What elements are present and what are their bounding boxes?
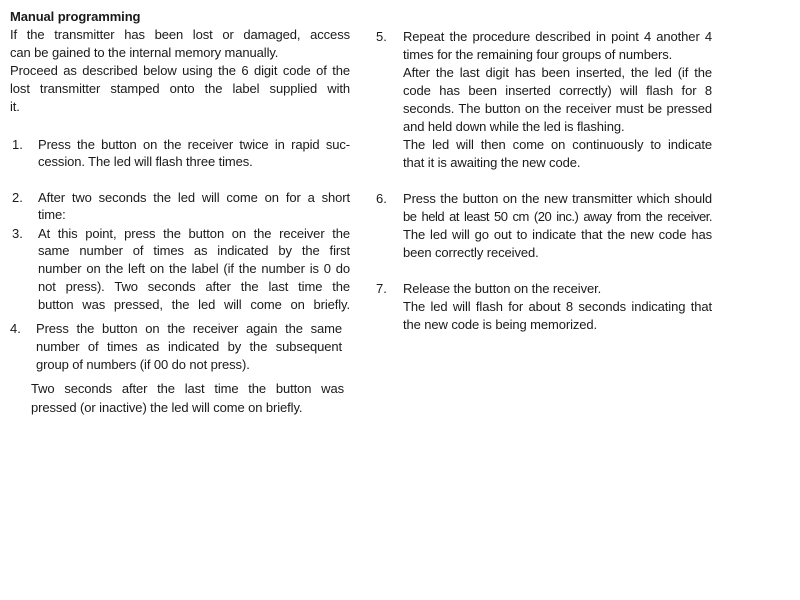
step-5-line: and held down while the led is flashing. xyxy=(403,119,625,134)
step-number: 5. xyxy=(376,29,387,44)
step-3-line: not press). Two seconds after the last time the xyxy=(38,279,350,294)
step-6-line: been correctly received. xyxy=(403,245,539,260)
step-1-line: Press the button on the receiver twice in rapid suc- xyxy=(38,137,350,152)
step-5-line: Repeat the procedure described in point 4 another 4 xyxy=(403,29,712,44)
step-6-line: The led will go out to indicate that the new code has xyxy=(403,227,712,242)
step-7-line: The led will flash for about 8 seconds indicating that xyxy=(403,299,712,314)
step-3-line: same number of times as indicated by the first xyxy=(38,243,350,258)
step-4-line: group of numbers (if 00 do not press). xyxy=(36,357,250,372)
intro-line: can be gained to the internal memory manually. xyxy=(10,45,279,60)
step-3-line: button was pressed, the led will come on briefly. xyxy=(38,297,350,312)
step-4-note-line: Two seconds after the last time the button was xyxy=(31,381,344,396)
step-5-line: code has been inserted correctly) will flash for 8 xyxy=(403,83,712,98)
intro-line: it. xyxy=(10,99,20,114)
step-7-line: the new code is being memorized. xyxy=(403,317,598,332)
step-number: 3. xyxy=(12,226,23,241)
step-5-line: times for the remaining four groups of numbers. xyxy=(403,47,673,62)
intro-line: lost transmitter stamped onto the label supplied with xyxy=(10,81,350,96)
step-4-line: number of times as indicated by the subsequent xyxy=(36,339,342,354)
step-number: 2. xyxy=(12,190,23,205)
intro-line: Proceed as described below using the 6 digit code of the xyxy=(10,63,350,78)
step-3-line: number on the left on the label (if the number is 0 do xyxy=(38,261,350,276)
step-2-line: time: xyxy=(38,207,66,222)
intro-line: If the transmitter has been lost or damaged, access xyxy=(10,27,350,42)
step-4-line: Press the button on the receiver again the same xyxy=(36,321,342,336)
step-5-line: After the last digit has been inserted, the led (if the xyxy=(403,65,712,80)
step-1-line: cession. The led will flash three times. xyxy=(38,154,253,169)
step-number: 7. xyxy=(376,281,387,296)
step-5-line: seconds. The button on the receiver must be pressed xyxy=(403,101,712,116)
page-title: Manual programming xyxy=(10,9,141,24)
step-5-line: The led will then come on continuously to indicate xyxy=(403,137,712,152)
step-6-line: Press the button on the new transmitter which should xyxy=(403,191,712,206)
step-4-note-line: pressed (or inactive) the led will come on briefly. xyxy=(31,400,303,415)
step-number: 1. xyxy=(12,137,23,152)
step-3-line: At this point, press the button on the receiver the xyxy=(38,226,350,241)
step-5-line: that it is awaiting the new code. xyxy=(403,155,581,170)
step-number: 6. xyxy=(376,191,387,206)
step-number: 4. xyxy=(10,321,21,336)
step-2-line: After two seconds the led will come on for a short xyxy=(38,190,350,205)
step-7-line: Release the button on the receiver. xyxy=(403,281,602,296)
step-6-line: be held at least 50 cm (20 inc.) away from the receiver. xyxy=(403,209,712,224)
